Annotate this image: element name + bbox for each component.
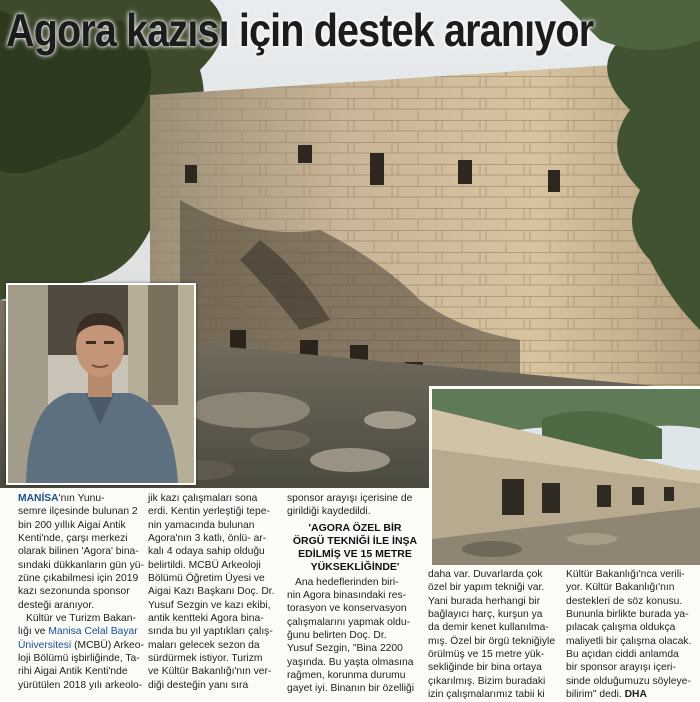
text-line: Bununla birlikte burada ya-: [566, 609, 689, 621]
text-line: erdi. Kentin yerleştiği tepe-: [148, 506, 270, 518]
text-line: bin 200 yıllık Aigai Antik: [18, 519, 126, 531]
text-line: Bu açıdan ciddi anlamda: [566, 649, 679, 661]
text-line: pılacak çalışma oldukça: [566, 622, 676, 634]
text-line: yaşında. Bu yaşta olmasına: [287, 656, 414, 668]
text-line: yürütülen 2018 yılı arkeolo-: [18, 679, 143, 691]
text-line: jik kazı çalışmaları sona: [148, 493, 258, 504]
text-line: bağlayıcı harç, kurşun ya: [428, 609, 543, 621]
text-line: Aigai Kazı Başkanı Doç. Dr.: [148, 586, 275, 598]
text-line: sekliğinde bir bina ortaya: [428, 662, 542, 674]
ruins-arches-photo: [429, 386, 700, 565]
text-line: desteği aranıyor.: [18, 599, 95, 611]
text-line: sinde olduğumuzu söyleye-: [566, 675, 691, 687]
text-line: sponsor arayışı içerisine de: [287, 493, 413, 504]
text-line: loji Bölümü işbirliğinde, Ta-: [18, 653, 140, 665]
text-line: rağmen, korunma durumu: [287, 670, 406, 682]
text-line: [566, 688, 696, 701]
subheading-line: YÜKSEKLİĞİNDE': [310, 560, 400, 573]
text-line: örülmüş ve 15 metre yük-: [428, 649, 545, 661]
text-line: Bölümü Öğretim Üyesi ve: [148, 573, 265, 585]
headline: Agora kazısı için destek aranıyor: [6, 4, 594, 56]
text-line: ve Kültür Bakanlığı'nın ver-: [148, 666, 272, 678]
article-column-3: [287, 492, 423, 696]
text-line-content: (MCBÜ) Arkeo-: [71, 639, 144, 651]
text-line: Kültür Bakanlığı'nca verili-: [566, 569, 685, 580]
text-line: yor. Kültür Bakanlığı'nın: [566, 582, 675, 594]
text-line: bir sponsor arayışı içeri-: [566, 662, 676, 674]
text-line: semre ilçesinde bulunan 2: [18, 506, 138, 518]
text-line: özel bir yapım tekniği var.: [428, 582, 545, 594]
text-line: [18, 492, 148, 505]
text-line: antik kentteki Agora bina-: [148, 613, 264, 625]
text-line: kazı sezonunda sponsor: [18, 586, 130, 598]
text-line: Yusuf Sezgin, "Bina 2200: [287, 643, 403, 655]
subheading-line: ÖRGÜ TEKNİĞİ İLE İNŞA: [292, 534, 418, 547]
text-line: Yani burada herhangi bir: [428, 595, 541, 607]
text-line: belirtildi. MCBÜ Arkeoloji: [148, 559, 261, 571]
text-line: Kenti'nde, çarşı merkezi: [18, 533, 128, 545]
text-line: çalışmalarını yapmak oldu-: [287, 616, 411, 628]
text-line: maları gelecek sezon da: [148, 639, 260, 651]
agency-signature: DHA: [624, 689, 647, 701]
text-line: da demir kenet kullanılma-: [428, 622, 549, 634]
article-column-1: [18, 492, 148, 692]
text-line: rihi Aigai Antik Kenti'nde: [18, 666, 128, 678]
text-line: sürdürmek istiyor. Turizm: [148, 653, 263, 665]
text-line-content: 'nın Yunu-: [58, 493, 105, 504]
text-line: torasyon ve konservasyon: [287, 603, 407, 615]
text-line: diği desteğin yanı sıra: [148, 679, 249, 691]
text-line: kalı 4 odaya sahip olduğu: [148, 546, 265, 558]
subheading-line: 'AGORA ÖZEL BİR: [308, 521, 402, 534]
text-line: maliyetli bir çalışma olacak.: [566, 635, 692, 647]
text-line: Agora'nın 3 katlı, önlü- ar-: [148, 533, 267, 545]
subheading: [287, 522, 423, 574]
lead-word: MANİSA: [18, 493, 59, 504]
text-line: Ana hedeflerinden biri-: [295, 576, 399, 588]
article-column-5: [566, 568, 696, 701]
article-column-4: [428, 568, 560, 701]
text-line: çıkarılmış. Bizim buradaki: [428, 675, 546, 687]
text-line-content: bilirim" dedi.: [566, 689, 625, 701]
person-portrait-photo: [6, 283, 196, 485]
text-line: daha var. Duvarlarda çok: [428, 569, 543, 580]
text-line: [18, 639, 148, 652]
text-line: sındaki dükkanların gün yü-: [18, 559, 144, 571]
text-line: ğunu belirten Doç. Dr.: [287, 630, 387, 642]
text-line: olarak bilinen 'Agora' bina-: [18, 546, 139, 558]
text-line: züne çıkabilmesi için 2019: [18, 573, 139, 585]
text-line: [18, 625, 148, 638]
university-name-highlight: Üniversitesi: [18, 639, 72, 651]
text-line: izin çalışmalarımız tabii ki: [428, 689, 545, 701]
text-line: girildiği kaydedildi.: [287, 506, 371, 518]
text-line: Kültür ve Turizm Bakan-: [26, 613, 136, 625]
text-line-content: lığı ve: [18, 626, 49, 638]
text-line: gayet iyi. Binanın bir özelliği: [287, 683, 415, 695]
article-column-2: [148, 492, 280, 692]
text-line: nin Agora binasındaki res-: [287, 590, 407, 602]
text-line: Yusuf Sezgin ve kazı ekibi,: [148, 599, 271, 611]
text-line: mış. Özel bir örgü tekniğiyle: [428, 635, 556, 647]
text-line: destekleri de söz konusu.: [566, 595, 683, 607]
university-name-highlight: Manisa Celal Bayar: [48, 626, 138, 638]
text-line: sında bu yıl yaptıkları çalış-: [148, 626, 273, 638]
text-line: nin yamacında bulunan: [148, 519, 255, 531]
subheading-line: EDİLMİŞ VE 15 METRE: [298, 547, 412, 560]
